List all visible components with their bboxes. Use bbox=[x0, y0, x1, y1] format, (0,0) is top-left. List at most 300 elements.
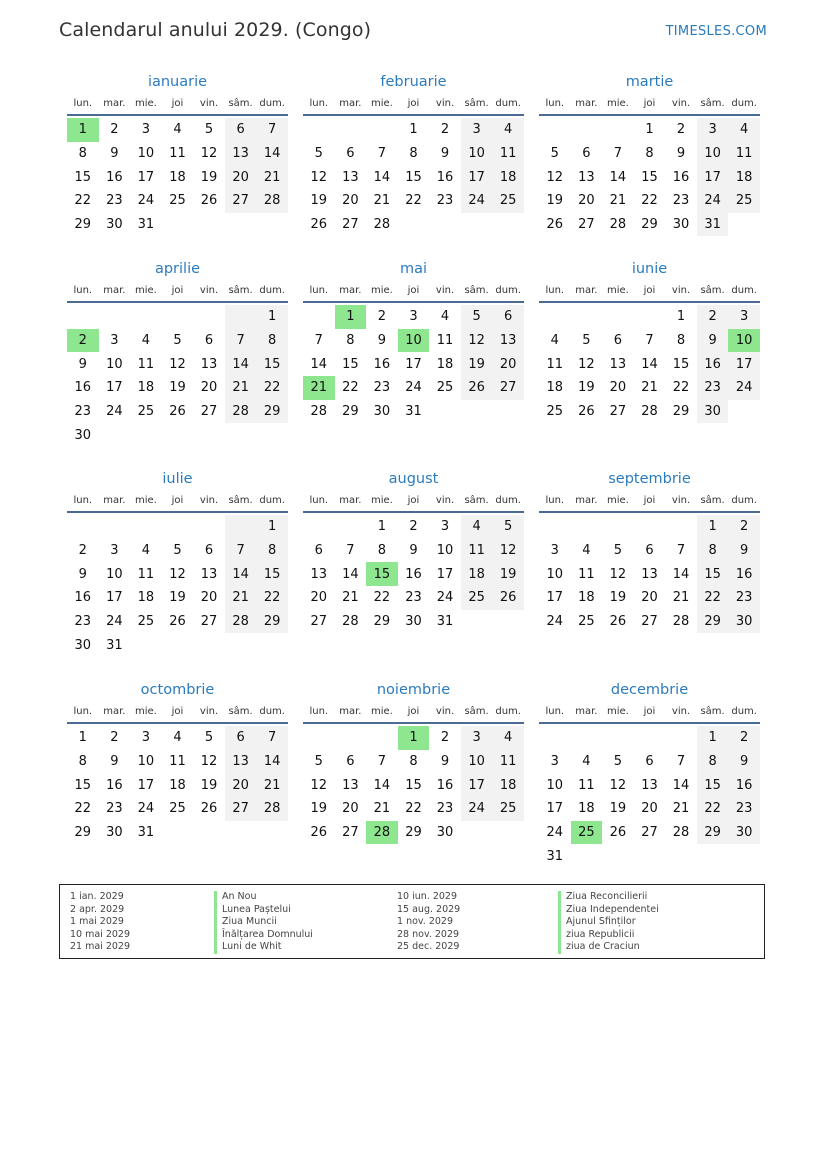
empty-cell bbox=[130, 633, 162, 657]
day-cell: 16 bbox=[74, 590, 92, 606]
week-row bbox=[303, 305, 524, 329]
week-row bbox=[303, 189, 524, 213]
day-cell: 29 bbox=[405, 825, 422, 841]
day-cell: 17 bbox=[461, 773, 493, 797]
day-cell: 4 bbox=[141, 543, 151, 559]
day-cell: 13 bbox=[492, 329, 524, 353]
day-cell: 20 bbox=[310, 590, 328, 606]
legend-dates-1 bbox=[70, 891, 130, 954]
day-cell: 9 bbox=[676, 146, 686, 162]
day-cell: 17 bbox=[461, 165, 493, 189]
empty-cell bbox=[303, 118, 335, 142]
day-cell: 17 bbox=[436, 566, 454, 582]
day-cell: 28 bbox=[366, 821, 398, 845]
day-cell: 1 bbox=[377, 519, 387, 535]
day-cell: 9 bbox=[110, 146, 119, 162]
day-cell: 18 bbox=[492, 773, 524, 797]
day-cell: 2 bbox=[110, 122, 119, 138]
day-cell: 26 bbox=[609, 825, 627, 841]
day-cell: 13 bbox=[200, 566, 218, 582]
empty-cell bbox=[335, 515, 367, 539]
empty-cell bbox=[162, 213, 194, 237]
day-cell: 11 bbox=[728, 142, 760, 166]
month-name: februarie bbox=[380, 74, 447, 90]
day-cell: 26 bbox=[200, 801, 218, 817]
day-cell: 8 bbox=[78, 754, 87, 770]
day-cell: 23 bbox=[405, 590, 422, 606]
empty-cell bbox=[461, 400, 493, 424]
weekday-label: mie. bbox=[606, 98, 629, 109]
day-cell: 19 bbox=[310, 193, 328, 209]
day-cell: 22 bbox=[697, 797, 729, 821]
weekday-label: sâm. bbox=[228, 495, 253, 506]
day-cell: 18 bbox=[137, 380, 155, 396]
day-cell: 4 bbox=[728, 118, 760, 142]
day-cell: 24 bbox=[728, 376, 760, 400]
weekday-label: vin. bbox=[199, 495, 219, 506]
day-cell: 30 bbox=[697, 400, 729, 424]
day-cell: 5 bbox=[204, 122, 214, 138]
weekday-label: dum. bbox=[495, 706, 521, 717]
week-row bbox=[67, 726, 288, 750]
day-cell: 5 bbox=[173, 543, 182, 559]
day-cell: 23 bbox=[106, 801, 123, 817]
day-cell: 25 bbox=[436, 380, 454, 396]
week-row bbox=[67, 633, 288, 657]
empty-cell bbox=[602, 305, 634, 329]
empty-cell bbox=[665, 844, 697, 868]
day-cell: 18 bbox=[578, 590, 595, 606]
weekday-label: dum. bbox=[259, 706, 285, 717]
day-cell: 28 bbox=[310, 404, 328, 420]
empty-cell bbox=[303, 515, 335, 539]
day-cell: 21 bbox=[303, 376, 335, 400]
day-cell: 22 bbox=[74, 801, 92, 817]
day-cell: 6 bbox=[204, 543, 214, 559]
day-cell: 28 bbox=[225, 610, 257, 634]
day-cell: 27 bbox=[609, 404, 627, 420]
empty-cell bbox=[492, 213, 524, 237]
week-row bbox=[67, 376, 288, 400]
weekday-label: mar. bbox=[103, 706, 126, 717]
day-cell: 18 bbox=[728, 165, 760, 189]
holiday-name: An Nou bbox=[214, 891, 313, 904]
week-row bbox=[303, 400, 524, 424]
month-iunie bbox=[539, 259, 760, 423]
day-cell: 26 bbox=[169, 614, 186, 630]
empty-cell bbox=[162, 821, 194, 845]
day-cell: 5 bbox=[613, 543, 623, 559]
day-cell: 23 bbox=[697, 376, 729, 400]
weekday-label: sâm. bbox=[228, 706, 253, 717]
day-cell: 1 bbox=[78, 730, 87, 746]
day-cell: 19 bbox=[492, 562, 524, 586]
brand-link[interactable]: TIMESLES.COM bbox=[665, 24, 767, 39]
day-cell: 18 bbox=[461, 562, 493, 586]
weekday-label: mie. bbox=[370, 98, 393, 109]
day-cell: 1 bbox=[409, 122, 418, 138]
day-cell: 20 bbox=[200, 380, 218, 396]
weekday-label: vin. bbox=[199, 706, 219, 717]
week-row bbox=[67, 821, 288, 845]
day-cell: 4 bbox=[550, 333, 559, 349]
day-cell: 12 bbox=[461, 329, 493, 353]
weekday-label: lun. bbox=[545, 285, 565, 296]
day-cell: 30 bbox=[106, 217, 123, 233]
day-cell: 27 bbox=[342, 825, 359, 841]
day-cell: 16 bbox=[436, 169, 454, 185]
weekday-label: vin. bbox=[435, 285, 455, 296]
weekday-header bbox=[67, 281, 288, 303]
day-cell: 21 bbox=[256, 773, 288, 797]
week-row bbox=[539, 165, 760, 189]
day-cell: 2 bbox=[440, 122, 450, 138]
day-cell: 13 bbox=[225, 750, 257, 774]
week-row bbox=[67, 352, 288, 376]
day-cell: 17 bbox=[546, 801, 564, 817]
day-cell: 8 bbox=[676, 333, 686, 349]
day-cell: 9 bbox=[440, 146, 450, 162]
day-cell: 9 bbox=[409, 543, 418, 559]
day-cell: 14 bbox=[373, 169, 391, 185]
month-octombrie bbox=[67, 680, 288, 844]
day-cell: 23 bbox=[672, 193, 690, 209]
holiday-date: 28 nov. 2029 bbox=[397, 928, 460, 940]
week-row bbox=[539, 515, 760, 539]
day-cell: 20 bbox=[225, 773, 257, 797]
empty-cell bbox=[634, 726, 666, 750]
day-cell: 22 bbox=[641, 193, 658, 209]
empty-cell bbox=[335, 726, 367, 750]
week-row bbox=[539, 773, 760, 797]
day-cell: 13 bbox=[342, 169, 359, 185]
day-cell: 28 bbox=[672, 825, 690, 841]
day-cell: 20 bbox=[342, 801, 359, 817]
day-cell: 2 bbox=[697, 305, 729, 329]
day-cell: 24 bbox=[546, 614, 564, 630]
day-cell: 1 bbox=[256, 515, 288, 539]
day-cell: 17 bbox=[405, 356, 422, 372]
empty-cell bbox=[193, 213, 225, 237]
empty-cell bbox=[571, 515, 603, 539]
week-row bbox=[539, 189, 760, 213]
day-cell: 22 bbox=[672, 380, 690, 396]
day-cell: 6 bbox=[582, 146, 591, 162]
week-row bbox=[539, 352, 760, 376]
weekday-label: dum. bbox=[259, 285, 285, 296]
holiday-name: Ziua Muncii bbox=[214, 916, 313, 929]
weekday-label: joi bbox=[171, 98, 184, 109]
weekday-label: vin. bbox=[671, 285, 691, 296]
day-cell: 25 bbox=[137, 404, 155, 420]
empty-cell bbox=[162, 515, 194, 539]
weekday-label: mar. bbox=[575, 706, 598, 717]
day-cell: 13 bbox=[342, 777, 359, 793]
day-cell: 26 bbox=[461, 376, 493, 400]
day-cell: 3 bbox=[461, 726, 493, 750]
day-cell: 11 bbox=[492, 142, 524, 166]
day-cell: 8 bbox=[697, 539, 729, 563]
empty-cell bbox=[492, 821, 524, 845]
day-cell: 2 bbox=[67, 329, 99, 353]
day-cell: 12 bbox=[169, 566, 186, 582]
weekday-label: dum. bbox=[731, 98, 757, 109]
day-cell: 15 bbox=[405, 169, 422, 185]
month-mai bbox=[303, 259, 524, 423]
day-cell: 27 bbox=[200, 404, 218, 420]
day-cell: 26 bbox=[200, 193, 218, 209]
day-cell: 13 bbox=[225, 142, 257, 166]
day-cell: 29 bbox=[697, 610, 729, 634]
day-cell: 17 bbox=[106, 590, 123, 606]
week-row bbox=[303, 329, 524, 353]
empty-cell bbox=[665, 726, 697, 750]
weekday-label: joi bbox=[407, 98, 420, 109]
day-cell: 22 bbox=[256, 376, 288, 400]
weekday-label: dum. bbox=[731, 285, 757, 296]
day-cell: 16 bbox=[728, 562, 760, 586]
day-cell: 30 bbox=[74, 427, 92, 443]
empty-cell bbox=[492, 610, 524, 634]
holiday-name: Înălțarea Domnului bbox=[214, 929, 313, 942]
day-cell: 21 bbox=[342, 590, 359, 606]
empty-cell bbox=[366, 726, 398, 750]
weekday-label: vin. bbox=[671, 495, 691, 506]
day-cell: 6 bbox=[225, 118, 257, 142]
day-cell: 11 bbox=[169, 754, 186, 770]
weekday-label: mie. bbox=[370, 285, 393, 296]
empty-cell bbox=[193, 821, 225, 845]
day-cell: 25 bbox=[728, 189, 760, 213]
day-cell: 21 bbox=[373, 193, 391, 209]
day-cell: 14 bbox=[310, 356, 328, 372]
week-row bbox=[539, 750, 760, 774]
day-cell: 22 bbox=[373, 590, 391, 606]
day-cell: 5 bbox=[314, 146, 323, 162]
day-cell: 24 bbox=[546, 825, 564, 841]
day-cell: 5 bbox=[461, 305, 493, 329]
day-cell: 29 bbox=[74, 825, 92, 841]
day-cell: 20 bbox=[641, 590, 658, 606]
week-row bbox=[67, 400, 288, 424]
weekday-label: sâm. bbox=[700, 495, 725, 506]
day-cell: 23 bbox=[74, 404, 92, 420]
day-cell: 8 bbox=[78, 146, 87, 162]
day-cell: 20 bbox=[200, 590, 218, 606]
day-cell: 9 bbox=[440, 754, 450, 770]
day-cell: 16 bbox=[405, 566, 422, 582]
holiday-name: ziua Republicii bbox=[558, 929, 659, 942]
day-cell: 12 bbox=[609, 566, 627, 582]
day-cell: 24 bbox=[137, 193, 155, 209]
day-cell: 2 bbox=[728, 515, 760, 539]
day-cell: 29 bbox=[641, 217, 658, 233]
empty-cell bbox=[67, 515, 99, 539]
week-row bbox=[539, 376, 760, 400]
weekday-label: lun. bbox=[73, 285, 93, 296]
day-cell: 4 bbox=[492, 118, 524, 142]
day-cell: 31 bbox=[137, 825, 155, 841]
day-cell: 3 bbox=[141, 730, 151, 746]
weekday-label: lun. bbox=[545, 706, 565, 717]
day-cell: 30 bbox=[728, 821, 760, 845]
weekday-label: mie. bbox=[606, 495, 629, 506]
day-cell: 29 bbox=[373, 614, 391, 630]
weekday-label: lun. bbox=[309, 285, 329, 296]
holiday-date: 15 aug. 2029 bbox=[397, 903, 461, 915]
empty-cell bbox=[225, 423, 257, 447]
day-cell: 23 bbox=[728, 797, 760, 821]
day-cell: 13 bbox=[200, 356, 218, 372]
holiday-legend bbox=[59, 884, 765, 959]
empty-cell bbox=[130, 423, 162, 447]
weekday-label: dum. bbox=[259, 98, 285, 109]
weekday-label: vin. bbox=[435, 98, 455, 109]
week-row bbox=[303, 821, 524, 845]
empty-cell bbox=[256, 821, 288, 845]
empty-cell bbox=[335, 118, 367, 142]
weekday-label: joi bbox=[171, 285, 184, 296]
day-cell: 10 bbox=[728, 329, 760, 353]
weekday-label: lun. bbox=[73, 495, 93, 506]
weekday-label: vin. bbox=[199, 98, 219, 109]
day-cell: 15 bbox=[641, 169, 658, 185]
day-cell: 27 bbox=[578, 217, 595, 233]
day-cell: 5 bbox=[314, 754, 323, 770]
day-cell: 26 bbox=[578, 404, 595, 420]
empty-cell bbox=[602, 118, 634, 142]
day-cell: 11 bbox=[169, 146, 186, 162]
week-row bbox=[539, 400, 760, 424]
week-row bbox=[67, 118, 288, 142]
weekday-header bbox=[539, 702, 760, 724]
week-row bbox=[303, 376, 524, 400]
day-cell: 31 bbox=[697, 213, 729, 237]
day-cell: 1 bbox=[335, 305, 367, 329]
day-cell: 25 bbox=[169, 801, 186, 817]
day-cell: 2 bbox=[409, 519, 418, 535]
day-cell: 4 bbox=[440, 309, 450, 325]
day-cell: 13 bbox=[641, 566, 658, 582]
week-row bbox=[303, 562, 524, 586]
weekday-label: mie. bbox=[606, 285, 629, 296]
weekday-label: vin. bbox=[435, 706, 455, 717]
day-cell: 19 bbox=[546, 193, 564, 209]
day-cell: 27 bbox=[641, 614, 658, 630]
empty-cell bbox=[429, 213, 461, 237]
day-cell: 3 bbox=[409, 309, 418, 325]
weekday-label: mie. bbox=[134, 98, 157, 109]
weekday-label: joi bbox=[407, 285, 420, 296]
weekday-label: lun. bbox=[309, 98, 329, 109]
day-cell: 12 bbox=[609, 777, 627, 793]
day-cell: 21 bbox=[672, 590, 690, 606]
empty-cell bbox=[602, 844, 634, 868]
week-row bbox=[67, 797, 288, 821]
day-cell: 23 bbox=[728, 586, 760, 610]
day-cell: 30 bbox=[405, 614, 422, 630]
month-name: martie bbox=[625, 74, 674, 90]
week-row bbox=[303, 773, 524, 797]
weekday-label: mar. bbox=[103, 98, 126, 109]
day-cell: 13 bbox=[310, 566, 328, 582]
empty-cell bbox=[539, 515, 571, 539]
day-cell: 4 bbox=[492, 726, 524, 750]
day-cell: 7 bbox=[377, 754, 387, 770]
day-cell: 8 bbox=[256, 329, 288, 353]
empty-cell bbox=[492, 400, 524, 424]
weekday-label: sâm. bbox=[700, 98, 725, 109]
day-cell: 2 bbox=[440, 730, 450, 746]
day-cell: 15 bbox=[74, 777, 92, 793]
day-cell: 15 bbox=[256, 352, 288, 376]
day-cell: 7 bbox=[346, 543, 355, 559]
day-cell: 9 bbox=[78, 566, 87, 582]
weekday-label: mar. bbox=[575, 495, 598, 506]
day-cell: 3 bbox=[550, 754, 559, 770]
empty-cell bbox=[366, 118, 398, 142]
day-cell: 16 bbox=[697, 352, 729, 376]
day-cell: 8 bbox=[256, 539, 288, 563]
day-cell: 10 bbox=[398, 329, 430, 353]
empty-cell bbox=[571, 726, 603, 750]
empty-cell bbox=[539, 118, 571, 142]
day-cell: 27 bbox=[492, 376, 524, 400]
day-cell: 13 bbox=[609, 356, 627, 372]
day-cell: 26 bbox=[310, 825, 328, 841]
day-cell: 27 bbox=[310, 614, 328, 630]
day-cell: 21 bbox=[225, 586, 257, 610]
holiday-name: ziua de Craciun bbox=[558, 941, 659, 954]
week-row bbox=[303, 797, 524, 821]
week-row bbox=[67, 750, 288, 774]
weekday-label: lun. bbox=[545, 495, 565, 506]
day-cell: 6 bbox=[613, 333, 623, 349]
day-cell: 22 bbox=[405, 801, 422, 817]
day-cell: 14 bbox=[641, 356, 658, 372]
week-row bbox=[539, 610, 760, 634]
day-cell: 2 bbox=[78, 543, 87, 559]
week-row bbox=[303, 213, 524, 237]
day-cell: 12 bbox=[310, 169, 328, 185]
month-iulie bbox=[67, 469, 288, 657]
weekday-label: mar. bbox=[103, 285, 126, 296]
day-cell: 10 bbox=[461, 142, 493, 166]
month-ianuarie bbox=[67, 72, 288, 236]
day-cell: 20 bbox=[342, 193, 359, 209]
week-row bbox=[539, 844, 760, 868]
weekday-label: dum. bbox=[731, 706, 757, 717]
weekday-label: sâm. bbox=[700, 285, 725, 296]
day-cell: 15 bbox=[405, 777, 422, 793]
day-cell: 16 bbox=[728, 773, 760, 797]
day-cell: 25 bbox=[461, 586, 493, 610]
week-row bbox=[67, 610, 288, 634]
day-cell: 5 bbox=[173, 333, 182, 349]
day-cell: 26 bbox=[609, 614, 627, 630]
day-cell: 8 bbox=[377, 543, 387, 559]
weekday-label: joi bbox=[407, 495, 420, 506]
empty-cell bbox=[634, 844, 666, 868]
weekday-label: sâm. bbox=[464, 706, 489, 717]
weekday-header bbox=[539, 281, 760, 303]
day-cell: 26 bbox=[546, 217, 564, 233]
day-cell: 16 bbox=[106, 169, 123, 185]
day-cell: 7 bbox=[676, 543, 686, 559]
day-cell: 29 bbox=[256, 400, 288, 424]
week-row bbox=[539, 726, 760, 750]
month-name: iunie bbox=[631, 261, 668, 277]
